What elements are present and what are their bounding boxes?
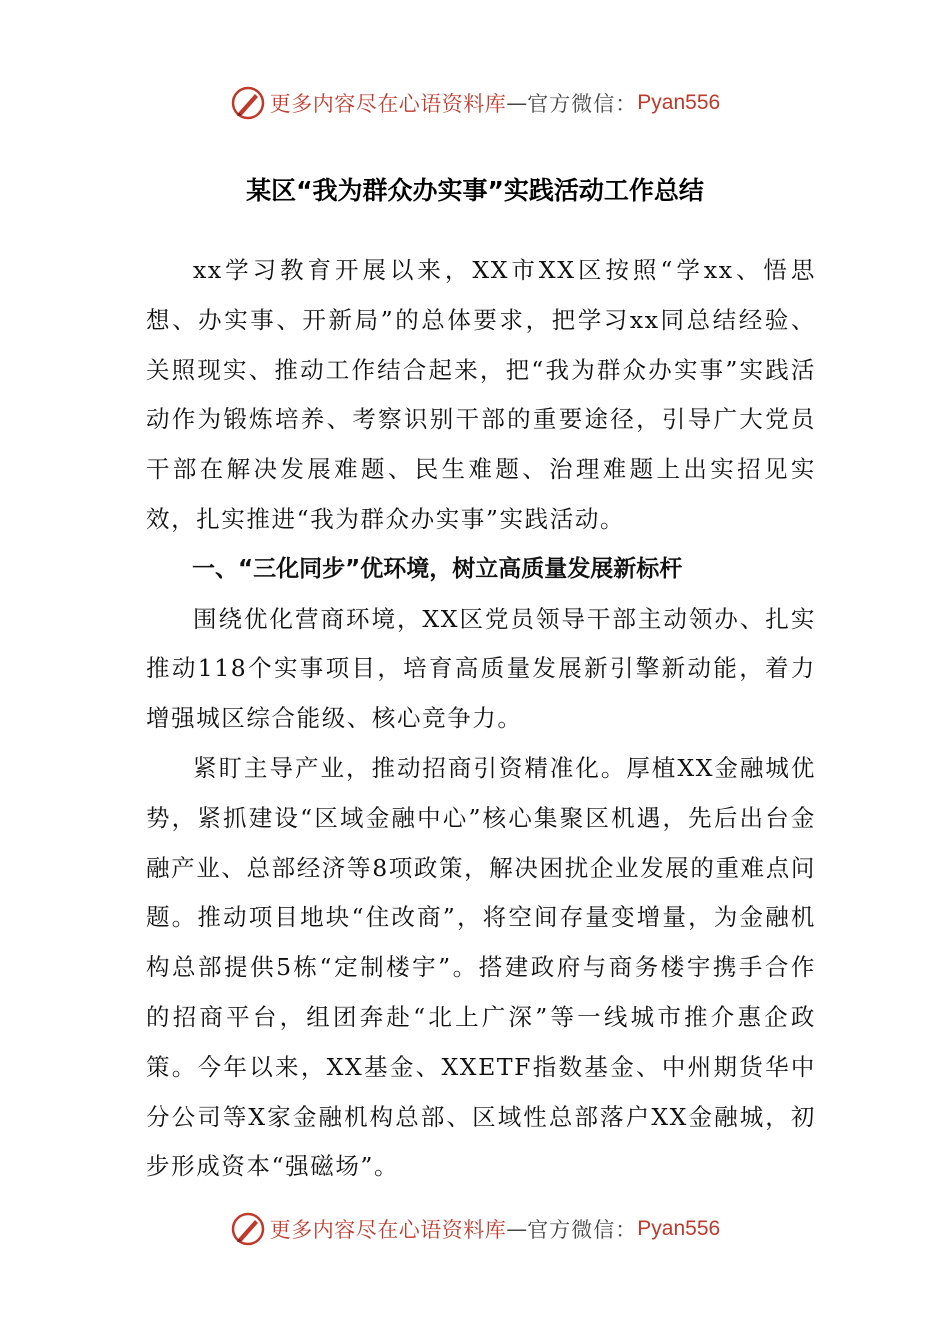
watermark-brand: 更多内容尽在心语资料库 (269, 92, 507, 116)
watermark-wechat-id: Pyan556 (637, 91, 721, 114)
document-body (146, 246, 816, 1192)
watermark-brand: 更多内容尽在心语资料库 (269, 1218, 507, 1242)
watermark-separator: — (506, 91, 528, 115)
watermark-wechat-id: Pyan556 (637, 1217, 721, 1240)
pen-logo-icon (230, 85, 266, 121)
watermark-separator: — (506, 1217, 528, 1241)
pen-logo-icon (230, 1211, 266, 1247)
watermark-wechat-label: 官方微信： (527, 1218, 638, 1242)
section-1-heading: 一、“三化同步”优环境，树立高质量发展新标杆 (192, 555, 683, 582)
watermark-banner-bottom (0, 1207, 950, 1251)
intro-paragraph: xx学习教育开展以来，XX市XX区按照“学xx、悟思想、办实事、开新局”的总体要求，把学习xx同总结经验、关照现实、推动工作结合起来，把“我为群众办实事”实践活动作为锻炼培养、考察识别干部的重要途径，引导广大党员干部在解决发展难题、民生难题、治理难题上出实招见实效，扎实推进“我为群众办实事”实践活动。 (146, 256, 816, 533)
document-title: 某区“我为群众办实事”实践活动工作总结 (246, 176, 704, 205)
watermark-wechat-label: 官方微信： (527, 92, 638, 116)
section-1-paragraph-2: 紧盯主导产业，推动招商引资精准化。厚植XX金融城优势，紧抓建设“区域金融中心”核心集聚区机遇，先后出台金融产业、总部经济等8项政策，解决困扰企业发展的重难点问题。推动项目地块“住改商”，将空间存量变增量，为金融机构总部提供5栋“定制楼宇”。搭建政府与商务楼宇携手合作的招商平台，组团奔赴“北上广深”等一线城市推介惠企政策。今年以来，XX基金、XXETF指数基金、中州期货华中分公司等X家金融机构总部、区域性总部落户XX金融城，初步形成资本“强磁场”。 (146, 753, 816, 1181)
section-1-paragraph-1: 围绕优化营商环境，XX区党员领导干部主动领办、扎实推动118个实事项目，培育高质量发展新引擎新动能，着力增强城区综合能级、核心竞争力。 (146, 604, 816, 733)
watermark-banner-top (0, 81, 950, 125)
